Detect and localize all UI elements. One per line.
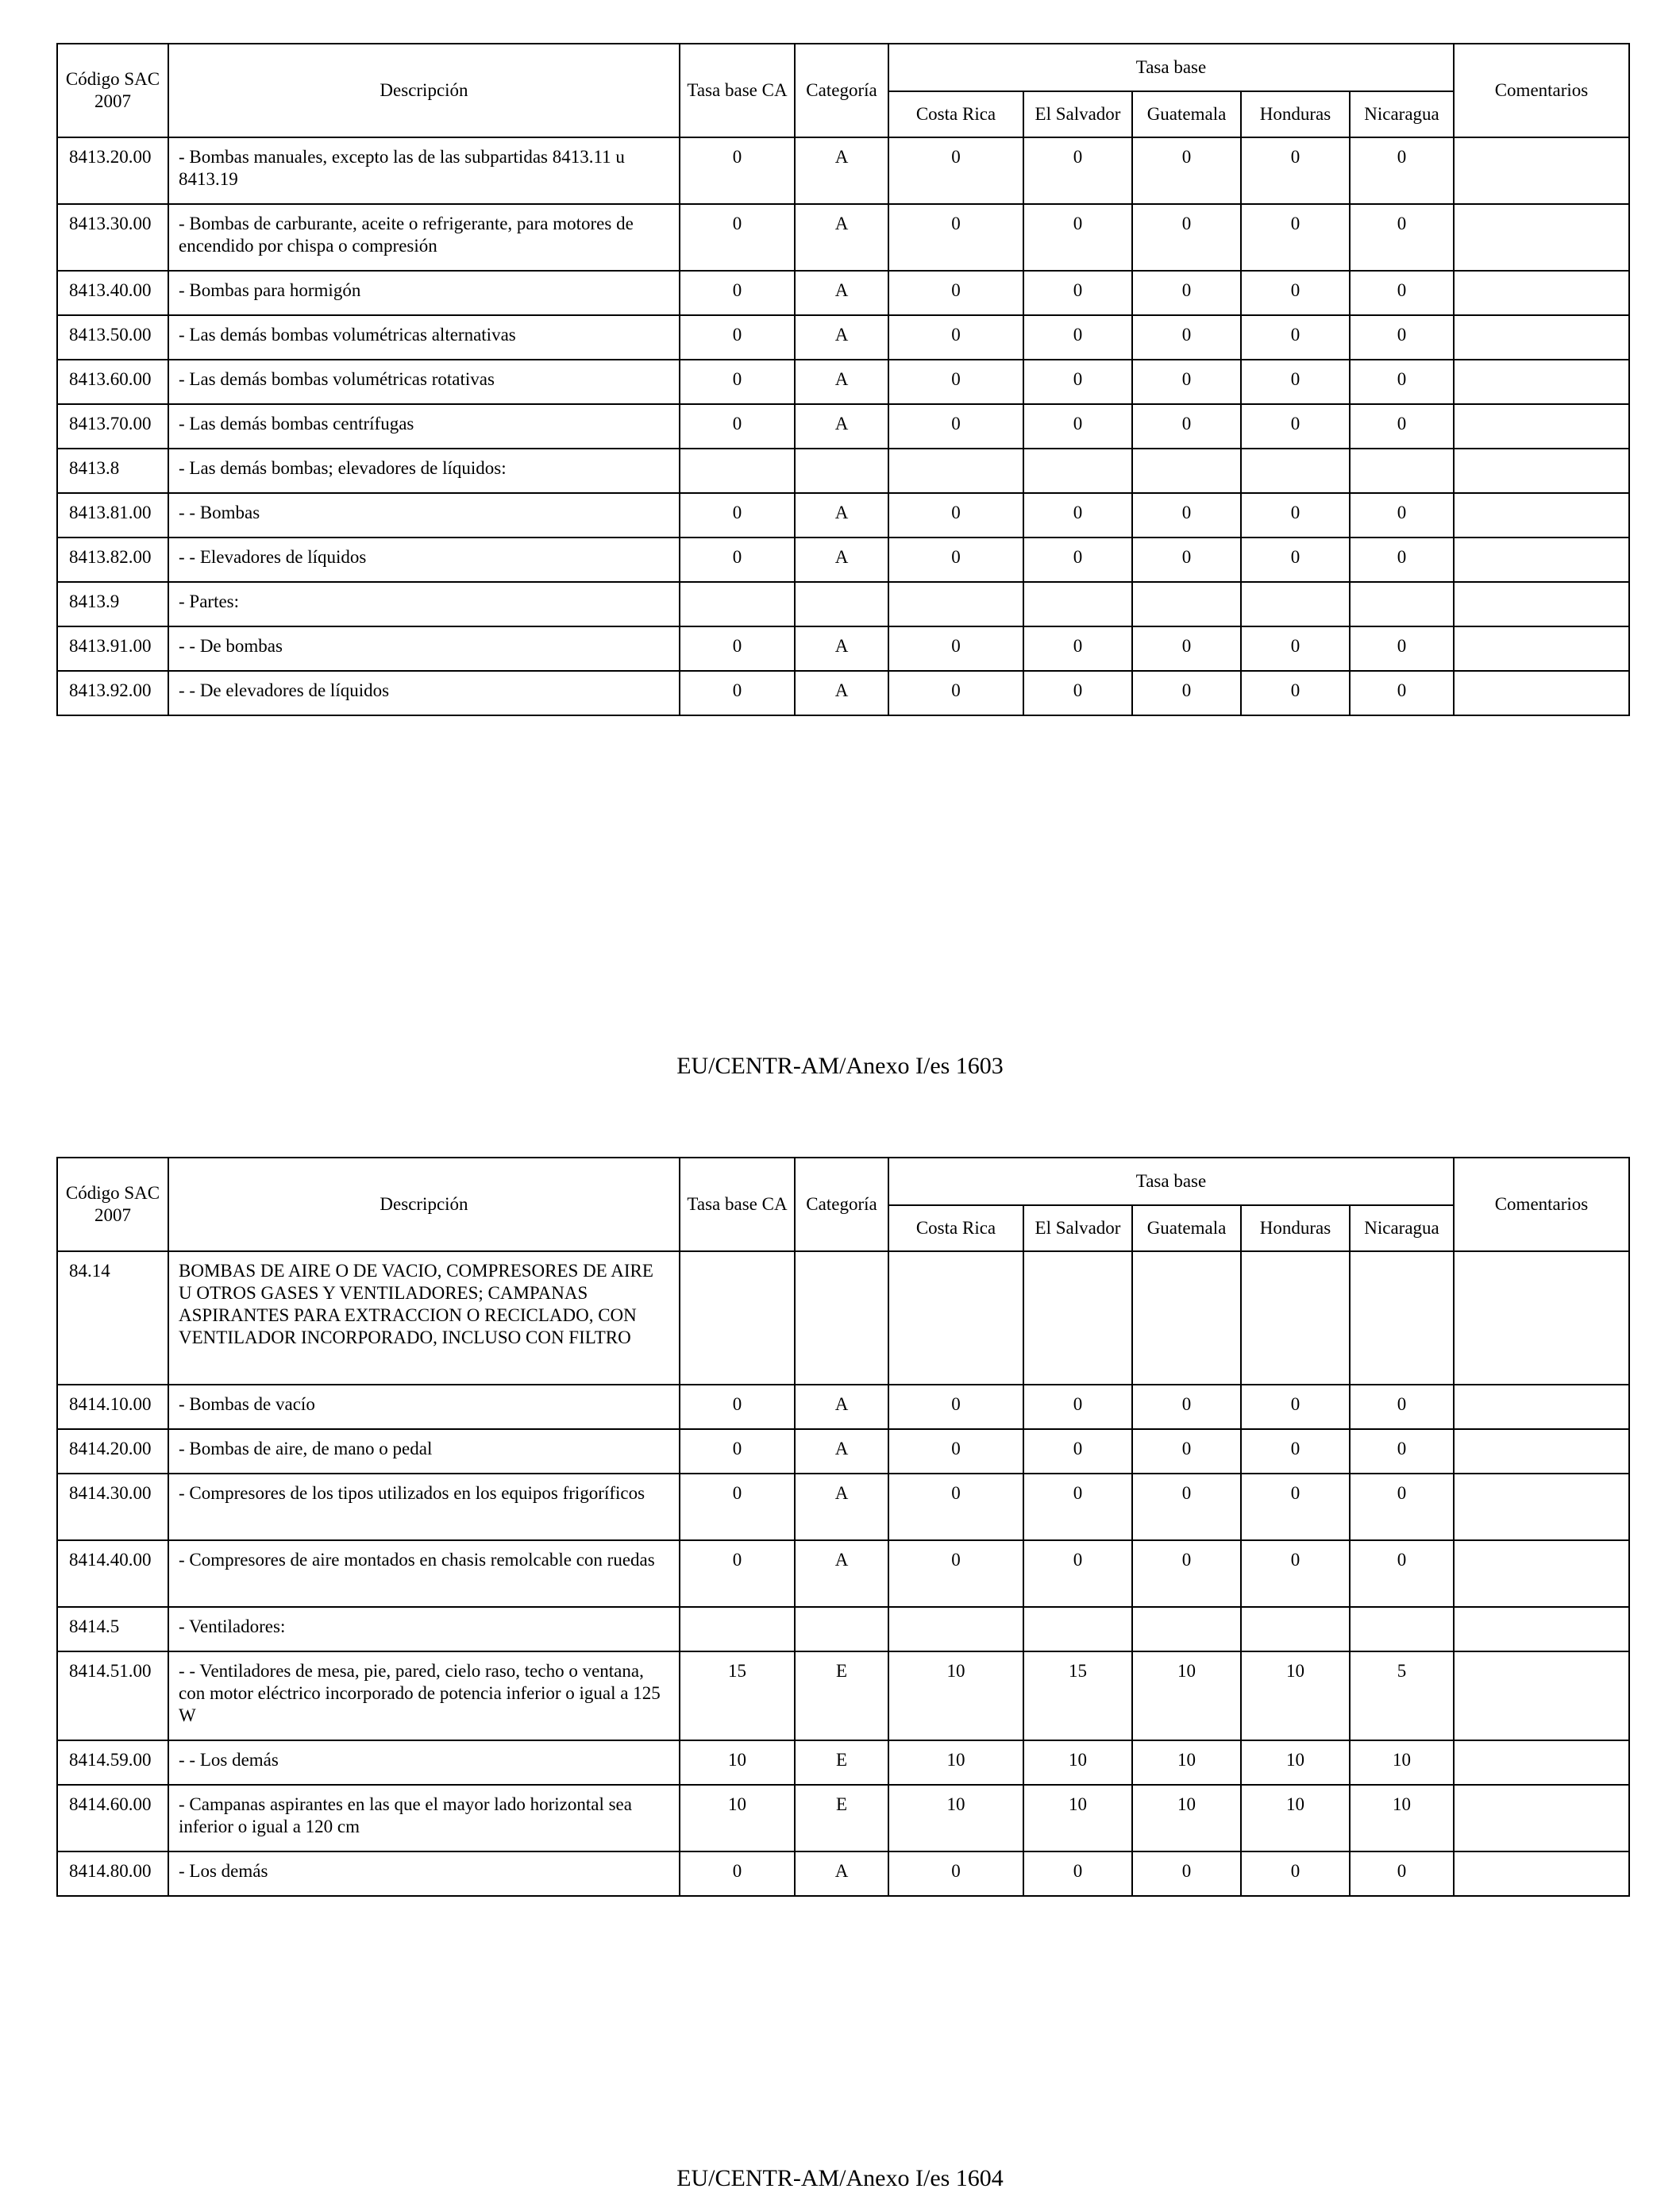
- cell-nicaragua: 0: [1350, 626, 1454, 671]
- cell-comentarios: [1454, 1385, 1629, 1429]
- table-row: [57, 404, 1629, 449]
- header-comentarios: Comentarios: [1454, 44, 1629, 137]
- cell-guatemala: [1132, 582, 1241, 626]
- cell-guatemala: [1132, 449, 1241, 493]
- cell-description: - - Los demás: [168, 1740, 680, 1785]
- cell-description: - Partes:: [168, 582, 680, 626]
- cell-tasa-base-ca: 0: [680, 1540, 795, 1607]
- cell-code: 8414.5: [57, 1607, 168, 1651]
- cell-el-salvador: [1023, 449, 1132, 493]
- cell-nicaragua: 0: [1350, 404, 1454, 449]
- table-row: [57, 271, 1629, 315]
- cell-guatemala: 0: [1132, 1540, 1241, 1607]
- cell-comentarios: [1454, 315, 1629, 360]
- cell-nicaragua: 0: [1350, 315, 1454, 360]
- header-el-salvador: El Salvador: [1023, 1205, 1132, 1251]
- cell-tasa-base-ca: 15: [680, 1651, 795, 1740]
- cell-costa-rica: 0: [888, 671, 1023, 715]
- cell-comentarios: [1454, 1740, 1629, 1785]
- cell-code: 8414.80.00: [57, 1851, 168, 1896]
- cell-el-salvador: 0: [1023, 1540, 1132, 1607]
- cell-tasa-base-ca: 0: [680, 493, 795, 538]
- cell-nicaragua: 0: [1350, 360, 1454, 404]
- cell-categoria: [795, 582, 888, 626]
- cell-comentarios: [1454, 1429, 1629, 1474]
- tariff-table-page-1604: [56, 1157, 1630, 1897]
- cell-tasa-base-ca: 0: [680, 315, 795, 360]
- cell-costa-rica: 10: [888, 1651, 1023, 1740]
- cell-code: 8413.50.00: [57, 315, 168, 360]
- cell-nicaragua: 0: [1350, 137, 1454, 204]
- cell-comentarios: [1454, 1540, 1629, 1607]
- cell-honduras: [1241, 1607, 1350, 1651]
- cell-nicaragua: 0: [1350, 1474, 1454, 1540]
- tariff-table-page-1603: [56, 43, 1630, 716]
- cell-costa-rica: 0: [888, 493, 1023, 538]
- table-row: [57, 204, 1629, 271]
- cell-code: 8413.9: [57, 582, 168, 626]
- cell-code: 8414.51.00: [57, 1651, 168, 1740]
- cell-tasa-base-ca: 0: [680, 360, 795, 404]
- cell-nicaragua: 0: [1350, 1429, 1454, 1474]
- cell-categoria: A: [795, 1540, 888, 1607]
- cell-el-salvador: 15: [1023, 1651, 1132, 1740]
- cell-guatemala: 0: [1132, 1385, 1241, 1429]
- cell-costa-rica: 0: [888, 1474, 1023, 1540]
- cell-categoria: A: [795, 1429, 888, 1474]
- cell-costa-rica: [888, 582, 1023, 626]
- cell-costa-rica: [888, 449, 1023, 493]
- cell-comentarios: [1454, 404, 1629, 449]
- cell-guatemala: 0: [1132, 404, 1241, 449]
- cell-el-salvador: 0: [1023, 493, 1132, 538]
- cell-categoria: E: [795, 1740, 888, 1785]
- table-row: [57, 1429, 1629, 1474]
- cell-honduras: 0: [1241, 1474, 1350, 1540]
- cell-guatemala: 0: [1132, 626, 1241, 671]
- header-descripcion: Descripción: [168, 44, 680, 137]
- cell-description: - Bombas de vacío: [168, 1385, 680, 1429]
- cell-costa-rica: 0: [888, 360, 1023, 404]
- cell-nicaragua: 0: [1350, 493, 1454, 538]
- cell-guatemala: 10: [1132, 1651, 1241, 1740]
- cell-honduras: 0: [1241, 137, 1350, 204]
- header-guatemala: Guatemala: [1132, 1205, 1241, 1251]
- cell-tasa-base-ca: 0: [680, 137, 795, 204]
- cell-tasa-base-ca: [680, 449, 795, 493]
- cell-el-salvador: 0: [1023, 1385, 1132, 1429]
- cell-costa-rica: 0: [888, 538, 1023, 582]
- cell-code: 8413.81.00: [57, 493, 168, 538]
- cell-code: 8414.60.00: [57, 1785, 168, 1851]
- cell-comentarios: [1454, 271, 1629, 315]
- cell-honduras: 0: [1241, 493, 1350, 538]
- cell-description: - Bombas manuales, excepto las de las subpartidas 8413.11 u 8413.19: [168, 137, 680, 204]
- cell-costa-rica: 0: [888, 1429, 1023, 1474]
- cell-guatemala: [1132, 1607, 1241, 1651]
- cell-nicaragua: 5: [1350, 1651, 1454, 1740]
- cell-honduras: 10: [1241, 1785, 1350, 1851]
- cell-el-salvador: 0: [1023, 271, 1132, 315]
- cell-el-salvador: 0: [1023, 315, 1132, 360]
- table-row: [57, 671, 1629, 715]
- cell-el-salvador: [1023, 1251, 1132, 1385]
- cell-tasa-base-ca: 0: [680, 404, 795, 449]
- cell-honduras: 0: [1241, 1429, 1350, 1474]
- cell-nicaragua: 10: [1350, 1740, 1454, 1785]
- cell-code: 8413.20.00: [57, 137, 168, 204]
- cell-comentarios: [1454, 538, 1629, 582]
- cell-guatemala: [1132, 1251, 1241, 1385]
- cell-comentarios: [1454, 1785, 1629, 1851]
- cell-code: 8413.40.00: [57, 271, 168, 315]
- cell-categoria: A: [795, 315, 888, 360]
- table-row: [57, 1251, 1629, 1385]
- table-row: [57, 1607, 1629, 1651]
- cell-comentarios: [1454, 493, 1629, 538]
- cell-costa-rica: 0: [888, 1385, 1023, 1429]
- cell-code: 8414.40.00: [57, 1540, 168, 1607]
- cell-categoria: [795, 1607, 888, 1651]
- cell-costa-rica: 0: [888, 315, 1023, 360]
- cell-costa-rica: 0: [888, 1851, 1023, 1896]
- cell-el-salvador: 10: [1023, 1740, 1132, 1785]
- header-codigo: Código SAC 2007: [57, 1158, 168, 1251]
- cell-nicaragua: 0: [1350, 538, 1454, 582]
- cell-code: 8414.20.00: [57, 1429, 168, 1474]
- cell-guatemala: 0: [1132, 1851, 1241, 1896]
- table-row: [57, 1385, 1629, 1429]
- cell-el-salvador: [1023, 582, 1132, 626]
- cell-nicaragua: [1350, 449, 1454, 493]
- cell-guatemala: 10: [1132, 1740, 1241, 1785]
- cell-comentarios: [1454, 626, 1629, 671]
- header-honduras: Honduras: [1241, 91, 1350, 137]
- header-tasa-base-ca: Tasa base CA: [680, 44, 795, 137]
- cell-description: - Ventiladores:: [168, 1607, 680, 1651]
- cell-tasa-base-ca: [680, 1607, 795, 1651]
- cell-categoria: A: [795, 1385, 888, 1429]
- cell-tasa-base-ca: 10: [680, 1785, 795, 1851]
- header-categoria: Categoría: [795, 44, 888, 137]
- cell-honduras: 0: [1241, 538, 1350, 582]
- cell-tasa-base-ca: [680, 1251, 795, 1385]
- cell-description: - Las demás bombas; elevadores de líquidos:: [168, 449, 680, 493]
- cell-comentarios: [1454, 1851, 1629, 1896]
- cell-honduras: 0: [1241, 1540, 1350, 1607]
- cell-nicaragua: 0: [1350, 671, 1454, 715]
- cell-comentarios: [1454, 137, 1629, 204]
- cell-comentarios: [1454, 360, 1629, 404]
- cell-categoria: A: [795, 1851, 888, 1896]
- header-nicaragua: Nicaragua: [1350, 91, 1454, 137]
- cell-guatemala: 0: [1132, 137, 1241, 204]
- cell-tasa-base-ca: 0: [680, 204, 795, 271]
- table-row: [57, 538, 1629, 582]
- cell-categoria: A: [795, 671, 888, 715]
- page-footer: EU/CENTR-AM/Anexo I/es 1603: [676, 1053, 1004, 1079]
- cell-comentarios: [1454, 204, 1629, 271]
- table-row: [57, 360, 1629, 404]
- cell-description: - - Elevadores de líquidos: [168, 538, 680, 582]
- cell-honduras: 0: [1241, 360, 1350, 404]
- cell-comentarios: [1454, 582, 1629, 626]
- header-el-salvador: El Salvador: [1023, 91, 1132, 137]
- cell-guatemala: 0: [1132, 671, 1241, 715]
- cell-nicaragua: [1350, 1251, 1454, 1385]
- cell-costa-rica: 10: [888, 1740, 1023, 1785]
- cell-tasa-base-ca: 0: [680, 538, 795, 582]
- cell-el-salvador: 10: [1023, 1785, 1132, 1851]
- cell-description: - Compresores de aire montados en chasis remolcable con ruedas: [168, 1540, 680, 1607]
- cell-nicaragua: 0: [1350, 1385, 1454, 1429]
- cell-categoria: E: [795, 1785, 888, 1851]
- header-guatemala: Guatemala: [1132, 91, 1241, 137]
- cell-comentarios: [1454, 1607, 1629, 1651]
- cell-costa-rica: 10: [888, 1785, 1023, 1851]
- cell-tasa-base-ca: 0: [680, 671, 795, 715]
- cell-el-salvador: 0: [1023, 1429, 1132, 1474]
- cell-description: - - De bombas: [168, 626, 680, 671]
- table-row: [57, 1740, 1629, 1785]
- cell-categoria: A: [795, 137, 888, 204]
- cell-description: - Campanas aspirantes en las que el mayor lado horizontal sea inferior o igual a 120 cm: [168, 1785, 680, 1851]
- cell-description: - Las demás bombas volumétricas alternativas: [168, 315, 680, 360]
- cell-costa-rica: [888, 1607, 1023, 1651]
- cell-guatemala: 0: [1132, 538, 1241, 582]
- cell-code: 8414.10.00: [57, 1385, 168, 1429]
- cell-code: 8413.70.00: [57, 404, 168, 449]
- header-comentarios: Comentarios: [1454, 1158, 1629, 1251]
- table-row: [57, 626, 1629, 671]
- cell-description: - Bombas de aire, de mano o pedal: [168, 1429, 680, 1474]
- table-row: [57, 1851, 1629, 1896]
- cell-costa-rica: 0: [888, 1540, 1023, 1607]
- cell-tasa-base-ca: 0: [680, 271, 795, 315]
- cell-categoria: A: [795, 493, 888, 538]
- cell-description: BOMBAS DE AIRE O DE VACIO, COMPRESORES DE AIRE U OTROS GASES Y VENTILADORES; CAMPANAS ASPIRANTES PARA EXTRACCION O RECICLADO, CON VENTILADOR INCORPORADO, INCLUSO CON FILTRO: [168, 1251, 680, 1385]
- header-costa-rica: Costa Rica: [888, 1205, 1023, 1251]
- header-tasa-base: Tasa base: [888, 44, 1454, 91]
- cell-nicaragua: [1350, 1607, 1454, 1651]
- cell-description: - Los demás: [168, 1851, 680, 1896]
- cell-code: 8413.91.00: [57, 626, 168, 671]
- cell-description: - Las demás bombas volumétricas rotativas: [168, 360, 680, 404]
- cell-nicaragua: 0: [1350, 204, 1454, 271]
- header-costa-rica: Costa Rica: [888, 91, 1023, 137]
- table-row: [57, 1785, 1629, 1851]
- cell-costa-rica: 0: [888, 404, 1023, 449]
- cell-categoria: E: [795, 1651, 888, 1740]
- cell-costa-rica: 0: [888, 271, 1023, 315]
- cell-honduras: 0: [1241, 1385, 1350, 1429]
- cell-categoria: A: [795, 1474, 888, 1540]
- cell-code: 8413.82.00: [57, 538, 168, 582]
- cell-tasa-base-ca: 0: [680, 1851, 795, 1896]
- cell-el-salvador: 0: [1023, 137, 1132, 204]
- cell-honduras: [1241, 449, 1350, 493]
- cell-comentarios: [1454, 449, 1629, 493]
- cell-comentarios: [1454, 1651, 1629, 1740]
- cell-code: 8414.30.00: [57, 1474, 168, 1540]
- cell-costa-rica: 0: [888, 204, 1023, 271]
- cell-code: 8413.30.00: [57, 204, 168, 271]
- cell-tasa-base-ca: 0: [680, 626, 795, 671]
- table-row: [57, 449, 1629, 493]
- cell-categoria: [795, 449, 888, 493]
- cell-honduras: [1241, 582, 1350, 626]
- cell-code: 8413.60.00: [57, 360, 168, 404]
- cell-el-salvador: 0: [1023, 1851, 1132, 1896]
- cell-tasa-base-ca: 10: [680, 1740, 795, 1785]
- cell-honduras: 0: [1241, 404, 1350, 449]
- cell-costa-rica: 0: [888, 137, 1023, 204]
- cell-description: - - Bombas: [168, 493, 680, 538]
- cell-code: 8414.59.00: [57, 1740, 168, 1785]
- cell-categoria: A: [795, 360, 888, 404]
- cell-comentarios: [1454, 1474, 1629, 1540]
- cell-honduras: 10: [1241, 1651, 1350, 1740]
- page-footer: EU/CENTR-AM/Anexo I/es 1604: [676, 2165, 1004, 2191]
- cell-guatemala: 0: [1132, 1429, 1241, 1474]
- cell-guatemala: 0: [1132, 360, 1241, 404]
- table-row: [57, 137, 1629, 204]
- cell-nicaragua: 0: [1350, 1851, 1454, 1896]
- cell-description: - - Ventiladores de mesa, pie, pared, cielo raso, techo o ventana, con motor eléctrico incorporado de potencia inferior o igual a 125 W: [168, 1651, 680, 1740]
- cell-el-salvador: 0: [1023, 1474, 1132, 1540]
- cell-comentarios: [1454, 1251, 1629, 1385]
- cell-code: 84.14: [57, 1251, 168, 1385]
- cell-comentarios: [1454, 671, 1629, 715]
- cell-categoria: A: [795, 271, 888, 315]
- cell-guatemala: 0: [1132, 315, 1241, 360]
- cell-nicaragua: 10: [1350, 1785, 1454, 1851]
- cell-honduras: 0: [1241, 626, 1350, 671]
- cell-el-salvador: 0: [1023, 404, 1132, 449]
- cell-description: - Bombas para hormigón: [168, 271, 680, 315]
- cell-el-salvador: 0: [1023, 626, 1132, 671]
- table-row: [57, 582, 1629, 626]
- header-honduras: Honduras: [1241, 1205, 1350, 1251]
- cell-nicaragua: [1350, 582, 1454, 626]
- cell-guatemala: 0: [1132, 204, 1241, 271]
- table-row: [57, 315, 1629, 360]
- cell-costa-rica: [888, 1251, 1023, 1385]
- cell-description: - Bombas de carburante, aceite o refrigerante, para motores de encendido por chispa o compresión: [168, 204, 680, 271]
- cell-honduras: 0: [1241, 315, 1350, 360]
- cell-categoria: A: [795, 538, 888, 582]
- cell-categoria: A: [795, 204, 888, 271]
- cell-tasa-base-ca: [680, 582, 795, 626]
- cell-el-salvador: 0: [1023, 360, 1132, 404]
- cell-tasa-base-ca: 0: [680, 1429, 795, 1474]
- cell-categoria: [795, 1251, 888, 1385]
- cell-code: 8413.92.00: [57, 671, 168, 715]
- table-row: [57, 1540, 1629, 1607]
- cell-description: - Compresores de los tipos utilizados en los equipos frigoríficos: [168, 1474, 680, 1540]
- cell-code: 8413.8: [57, 449, 168, 493]
- cell-guatemala: 0: [1132, 493, 1241, 538]
- cell-description: - - De elevadores de líquidos: [168, 671, 680, 715]
- cell-categoria: A: [795, 404, 888, 449]
- table-row: [57, 1651, 1629, 1740]
- table-row: [57, 1474, 1629, 1540]
- cell-el-salvador: 0: [1023, 671, 1132, 715]
- cell-el-salvador: 0: [1023, 204, 1132, 271]
- cell-honduras: 10: [1241, 1740, 1350, 1785]
- table-row: [57, 493, 1629, 538]
- cell-honduras: 0: [1241, 271, 1350, 315]
- cell-honduras: [1241, 1251, 1350, 1385]
- header-tasa-base-ca: Tasa base CA: [680, 1158, 795, 1251]
- cell-honduras: 0: [1241, 671, 1350, 715]
- header-categoria: Categoría: [795, 1158, 888, 1251]
- cell-costa-rica: 0: [888, 626, 1023, 671]
- header-descripcion: Descripción: [168, 1158, 680, 1251]
- cell-el-salvador: 0: [1023, 538, 1132, 582]
- cell-categoria: A: [795, 626, 888, 671]
- header-nicaragua: Nicaragua: [1350, 1205, 1454, 1251]
- cell-el-salvador: [1023, 1607, 1132, 1651]
- cell-tasa-base-ca: 0: [680, 1474, 795, 1540]
- cell-nicaragua: 0: [1350, 1540, 1454, 1607]
- header-tasa-base: Tasa base: [888, 1158, 1454, 1205]
- cell-honduras: 0: [1241, 204, 1350, 271]
- cell-description: - Las demás bombas centrífugas: [168, 404, 680, 449]
- header-codigo: Código SAC 2007: [57, 44, 168, 137]
- cell-nicaragua: 0: [1350, 271, 1454, 315]
- cell-guatemala: 10: [1132, 1785, 1241, 1851]
- cell-tasa-base-ca: 0: [680, 1385, 795, 1429]
- cell-guatemala: 0: [1132, 271, 1241, 315]
- cell-honduras: 0: [1241, 1851, 1350, 1896]
- cell-guatemala: 0: [1132, 1474, 1241, 1540]
